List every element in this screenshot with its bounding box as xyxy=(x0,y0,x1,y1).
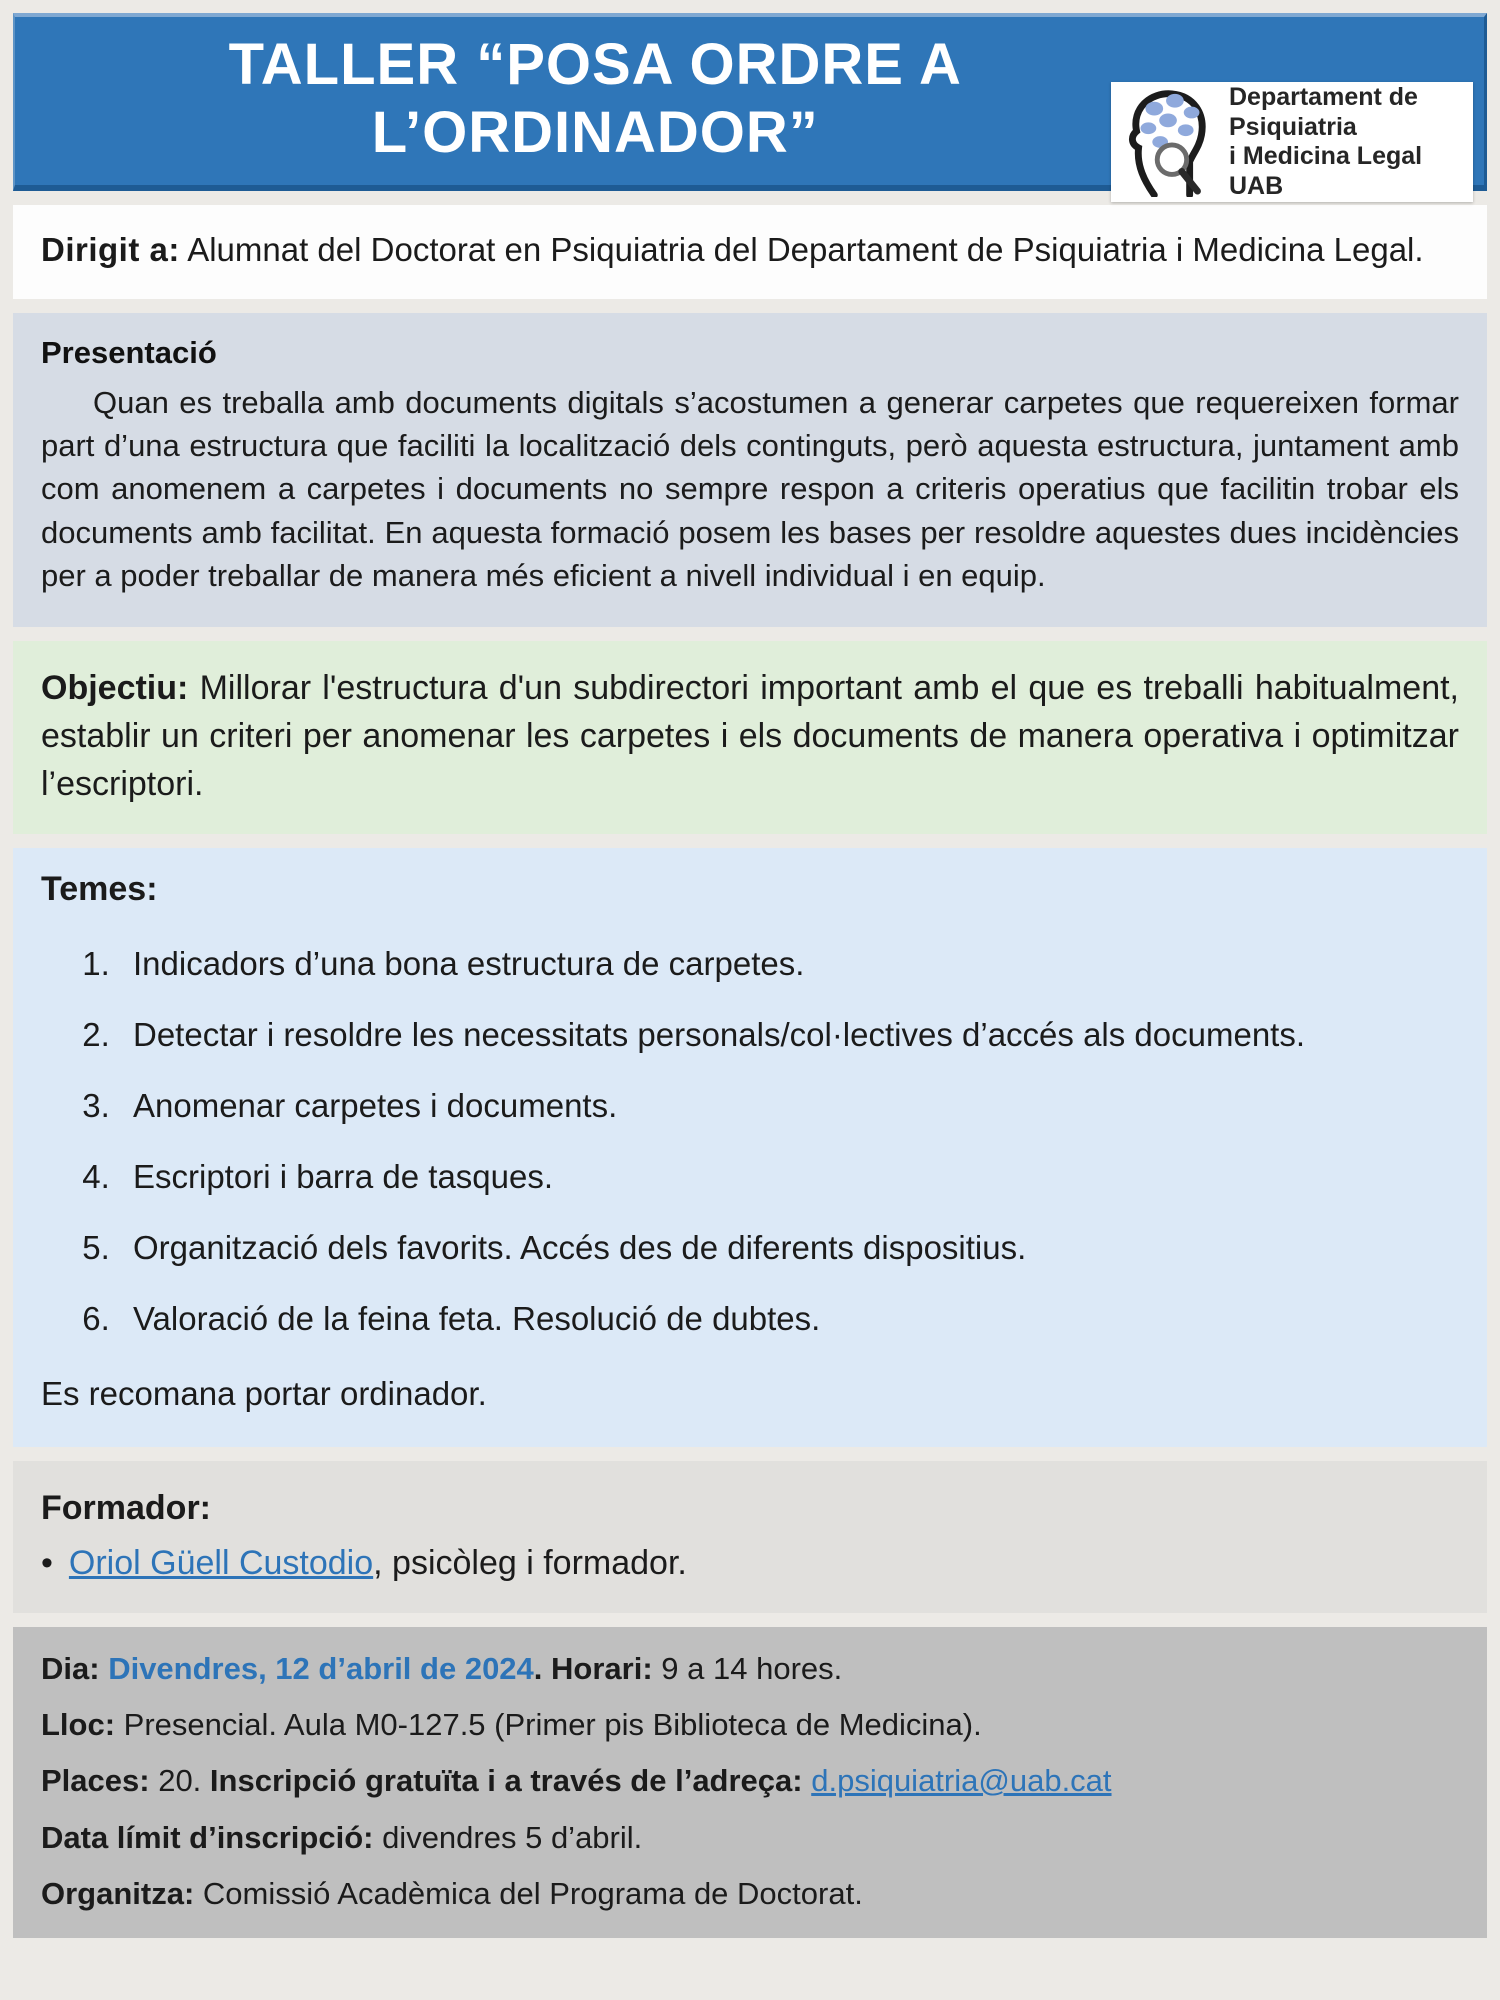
dia-after: . xyxy=(533,1650,552,1686)
workshop-title-line1: TALLER “POSA ORDRE A xyxy=(228,32,962,97)
places-label: Places: xyxy=(41,1763,159,1799)
uab-psychiatry-logo xyxy=(1111,82,1473,202)
head-magnifier-icon xyxy=(1119,87,1221,197)
detail-line-lloc xyxy=(41,1705,1459,1745)
formador-suffix: , psicòleg i formador. xyxy=(373,1543,687,1582)
horari-label: Horari: xyxy=(551,1650,662,1686)
presentacio-section xyxy=(13,313,1487,628)
dia-label: Dia: xyxy=(41,1650,109,1686)
formador-section xyxy=(13,1461,1487,1613)
temes-section xyxy=(13,848,1487,1446)
workshop-title xyxy=(15,17,1176,167)
detail-line-organitza xyxy=(41,1874,1459,1914)
details-section xyxy=(13,1627,1487,1938)
temes-item: 6. Valoració de la feina feta. Resolució de dubtes. xyxy=(119,1298,1459,1341)
dirigit-text: Alumnat del Doctorat en Psiquiatria del Departament de Psiquiatria i Medicina Legal. xyxy=(187,231,1424,268)
logo-org-name-line2: i Medicina Legal UAB xyxy=(1229,142,1423,200)
data-limit-value: divendres 5 d’abril. xyxy=(382,1819,643,1855)
objectiu-text: Millorar l'estructura d'un subdirectori important amb el que es treballi habitualment, establir un criteri per anomenar les carpetes i els documents de manera operativa i optimitzar l’escriptori. xyxy=(41,669,1459,803)
presentacio-heading: Presentació xyxy=(41,334,217,370)
temes-item: 5. Organització dels favorits. Accés des de diferents dispositius. xyxy=(119,1227,1459,1270)
temes-item: 4. Escriptori i barra de tasques. xyxy=(119,1156,1459,1199)
dirigit-section xyxy=(13,205,1487,299)
bullet-icon: • xyxy=(41,1543,53,1582)
detail-line-data-limit xyxy=(41,1818,1459,1858)
formador-heading: Formador: xyxy=(41,1488,211,1527)
temes-heading: Temes: xyxy=(41,870,158,909)
objectiu-label: Objectiu: xyxy=(41,669,189,708)
logo-org-name xyxy=(1229,83,1463,201)
temes-item: 3. Anomenar carpetes i documents. xyxy=(119,1085,1459,1128)
lloc-label: Lloc: xyxy=(41,1706,124,1742)
detail-line-places xyxy=(41,1761,1459,1801)
lloc-value: Presencial. Aula M0-127.5 (Primer pis Biblioteca de Medicina). xyxy=(123,1706,982,1742)
workshop-title-line2: L’ORDINADOR” xyxy=(371,99,819,165)
places-value: 20. xyxy=(158,1763,210,1799)
inscripcio-label: Inscripció gratuïta i a través de l’adreça: xyxy=(209,1763,812,1799)
temes-item: 1. Indicadors d’una bona estructura de carpetes. xyxy=(119,943,1459,986)
formador-line xyxy=(41,1544,1459,1583)
objectiu-section xyxy=(13,641,1487,834)
detail-line-dia xyxy=(41,1649,1459,1689)
dia-value: Divendres, 12 d’abril de 2024 xyxy=(108,1650,534,1686)
data-limit-label: Data límit d’inscripció: xyxy=(41,1819,383,1855)
logo-org-name-line1: Departament de Psiquiatria xyxy=(1229,83,1418,141)
temes-note: Es recomana portar ordinador. xyxy=(41,1374,487,1412)
email-link[interactable]: d.psiquiatria@uab.cat xyxy=(811,1763,1112,1799)
organitza-value: Comissió Acadèmica del Programa de Doctorat. xyxy=(202,1875,863,1911)
dirigit-label: Dirigit a: xyxy=(41,231,180,268)
presentacio-body: Quan es treballa amb documents digitals s’acostumen a generar carpetes que requereixen formar part d’una estructura que faciliti la localització dels continguts, però aquesta estructura, juntament amb com anomenem a carpetes i documents no sempre respon a criteris operatius que facilitin trobar els documents amb facilitat. En aquesta formació posem les bases per resoldre aquestes dues incidències per a poder treballar de manera més eficient a nivell individual i en equip. xyxy=(41,384,1459,594)
temes-item: 2. Detectar i resoldre les necessitats personals/col·lectives d’accés als documents. xyxy=(119,1014,1459,1057)
horari-value: 9 a 14 hores. xyxy=(661,1650,843,1686)
temes-list xyxy=(41,943,1459,1340)
organitza-label: Organitza: xyxy=(41,1875,203,1911)
formador-link[interactable]: Oriol Güell Custodio xyxy=(68,1543,374,1582)
